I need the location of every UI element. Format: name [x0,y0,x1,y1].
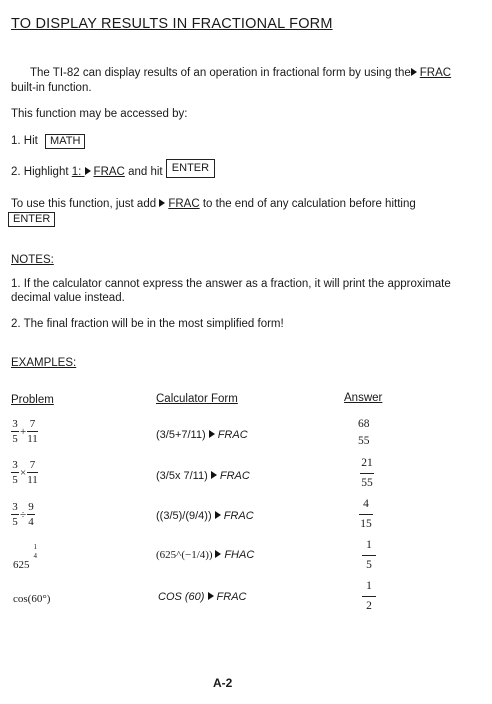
triangle-right-icon [208,592,214,600]
example-row-5-calc: COS (60) FRAC [158,591,247,603]
example-row-1-problem: $\frac{3}{5}$ + $\frac{7}{11}$ [12,418,38,445]
note-1-line-2: decimal value instead. [11,292,125,304]
example-row-3-answer: 4 15 [360,498,372,530]
access-text: This function may be accessed by: [11,108,188,120]
example-row-2-problem: $\frac{3}{5}$ × $\frac{7}{11}$ [12,459,38,486]
example-row-4-problem: $_{625}$ 1 4 [13,543,37,571]
example-row-5-answer: 1 2 [362,580,376,613]
example-row-3-problem: $\frac{3}{5}$ ÷ $\frac{9}{4}$ [12,501,34,528]
examples-heading: EXAMPLES: [11,357,77,369]
triangle-right-icon [209,430,215,438]
enter-key: ENTER [8,212,55,227]
example-row-4-calc: (625^(−1/4)) FHAC [156,549,255,561]
example-row-1-answer: 68 55 [358,418,370,447]
usage-line: To use this function, just add FRAC to the end of any calculation before hitting [11,198,416,210]
frac-function-label: FRAC [411,67,451,79]
step-1: 1. Hit MATH [11,134,85,149]
intro-line-1: The TI-82 can display results of an operation in fractional form by using the FRAC [30,67,452,79]
intro-line-2: built-in function. [11,82,92,94]
col-header-answer: Answer [344,392,383,404]
frac-menu-item: 1: FRAC [71,166,125,178]
note-2: 2. The final fraction will be in the most simplified form! [11,318,284,330]
col-header-calculator-form: Calculator Form [156,393,238,405]
math-key: MATH [45,134,85,149]
frac-function-label: FRAC [159,198,199,210]
triangle-right-icon [215,550,221,558]
triangle-right-icon [211,471,217,479]
example-row-3-calc: ((3/5)/(9/4)) FRAC [156,510,254,522]
col-header-problem: Problem [11,394,54,406]
triangle-right-icon [159,199,165,207]
page-number: A-2 [213,676,233,690]
triangle-right-icon [85,167,91,175]
triangle-right-icon [411,68,417,76]
example-row-4-answer: 1 5 [362,539,376,572]
note-1-line-1: 1. If the calculator cannot express the answer as a fraction, it will print the approximate [11,278,451,290]
enter-key: ENTER [166,159,215,178]
step-2: 2. Highlight 1: FRAC and hit ENTER [11,163,215,182]
triangle-right-icon [215,511,221,519]
notes-heading: NOTES: [11,254,54,266]
page-title: TO DISPLAY RESULTS IN FRACTIONAL FORM [11,16,333,32]
example-row-5-problem: cos(60°) [13,593,51,605]
example-row-1-calc: (3/5+7/11) FRAC [156,429,248,441]
example-row-2-answer: 21 55 [361,457,373,489]
usage-enter [8,212,55,227]
example-row-2-calc: (3/5x 7/11) FRAC [156,470,250,482]
